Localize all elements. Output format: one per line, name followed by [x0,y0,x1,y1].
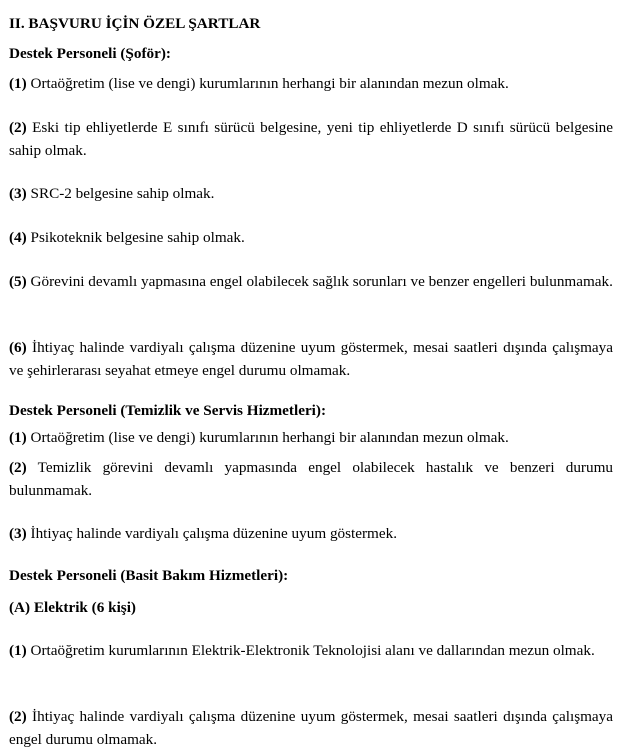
list-item [9,456,613,502]
item-number: (4) [9,229,27,246]
group-heading-sofor: Destek Personeli (Şoför): [9,45,171,62]
group-subheading-elektrik: (A) Elektrik (6 kişi) [9,599,136,616]
list-item [9,72,613,95]
item-text: Ortaöğretim kurumlarının Elektrik-Elektronik Teknolojisi alanı ve dallarından mezun olmak. [26,642,595,659]
list-item [9,639,613,662]
item-number: (2) [9,119,27,136]
item-number: (6) [9,339,27,356]
list-item [9,522,613,545]
list-item [9,270,613,293]
item-text: Psikoteknik belgesine sahip olmak. [26,229,245,246]
group-heading-temizlik: Destek Personeli (Temizlik ve Servis Hizmetleri): [9,402,327,419]
document-page [9,0,613,754]
list-item [9,336,613,382]
item-number: (3) [9,525,27,542]
list-item [9,426,613,449]
list-item [9,116,613,162]
item-number: (1) [9,429,27,446]
item-text: Temizlik görevini devamlı yapmasında engel olabilecek hastalık ve benzeri durumu bulunmamak. [9,459,613,499]
item-number: (2) [9,708,27,725]
group-heading-basit-bakim: Destek Personeli (Basit Bakım Hizmetleri): [9,567,289,584]
item-number: (1) [9,642,27,659]
item-text: İhtiyaç halinde vardiyalı çalışma düzenine uyum göstermek, mesai saatleri dışında çalışmaya ve şehirlerarası seyahat etmeye engel durumu olmamak. [9,339,613,379]
item-text: Eski tip ehliyetlerde E sınıfı sürücü belgesine, yeni tip ehliyetlerde D sınıfı sürücü belgesine sahip olmak. [9,119,613,159]
item-text: SRC-2 belgesine sahip olmak. [26,185,215,202]
item-text: İhtiyaç halinde vardiyalı çalışma düzenine uyum göstermek, mesai saatleri dışında çalışmaya engel durumu olmamak. [9,708,613,748]
item-number: (3) [9,185,27,202]
item-number: (1) [9,75,27,92]
item-text: Ortaöğretim (lise ve dengi) kurumlarının herhangi bir alanından mezun olmak. [26,429,509,446]
section-title: II. BAŞVURU İÇİN ÖZEL ŞARTLAR [9,15,261,32]
item-number: (2) [9,459,27,476]
list-item [9,182,613,205]
list-item [9,705,613,751]
list-item [9,226,613,249]
item-text: Görevini devamlı yapmasına engel olabilecek sağlık sorunları ve benzer engelleri bulunmamak. [26,273,613,290]
item-text: İhtiyaç halinde vardiyalı çalışma düzenine uyum göstermek. [26,525,398,542]
item-text: Ortaöğretim (lise ve dengi) kurumlarının herhangi bir alanından mezun olmak. [26,75,509,92]
item-number: (5) [9,273,27,290]
